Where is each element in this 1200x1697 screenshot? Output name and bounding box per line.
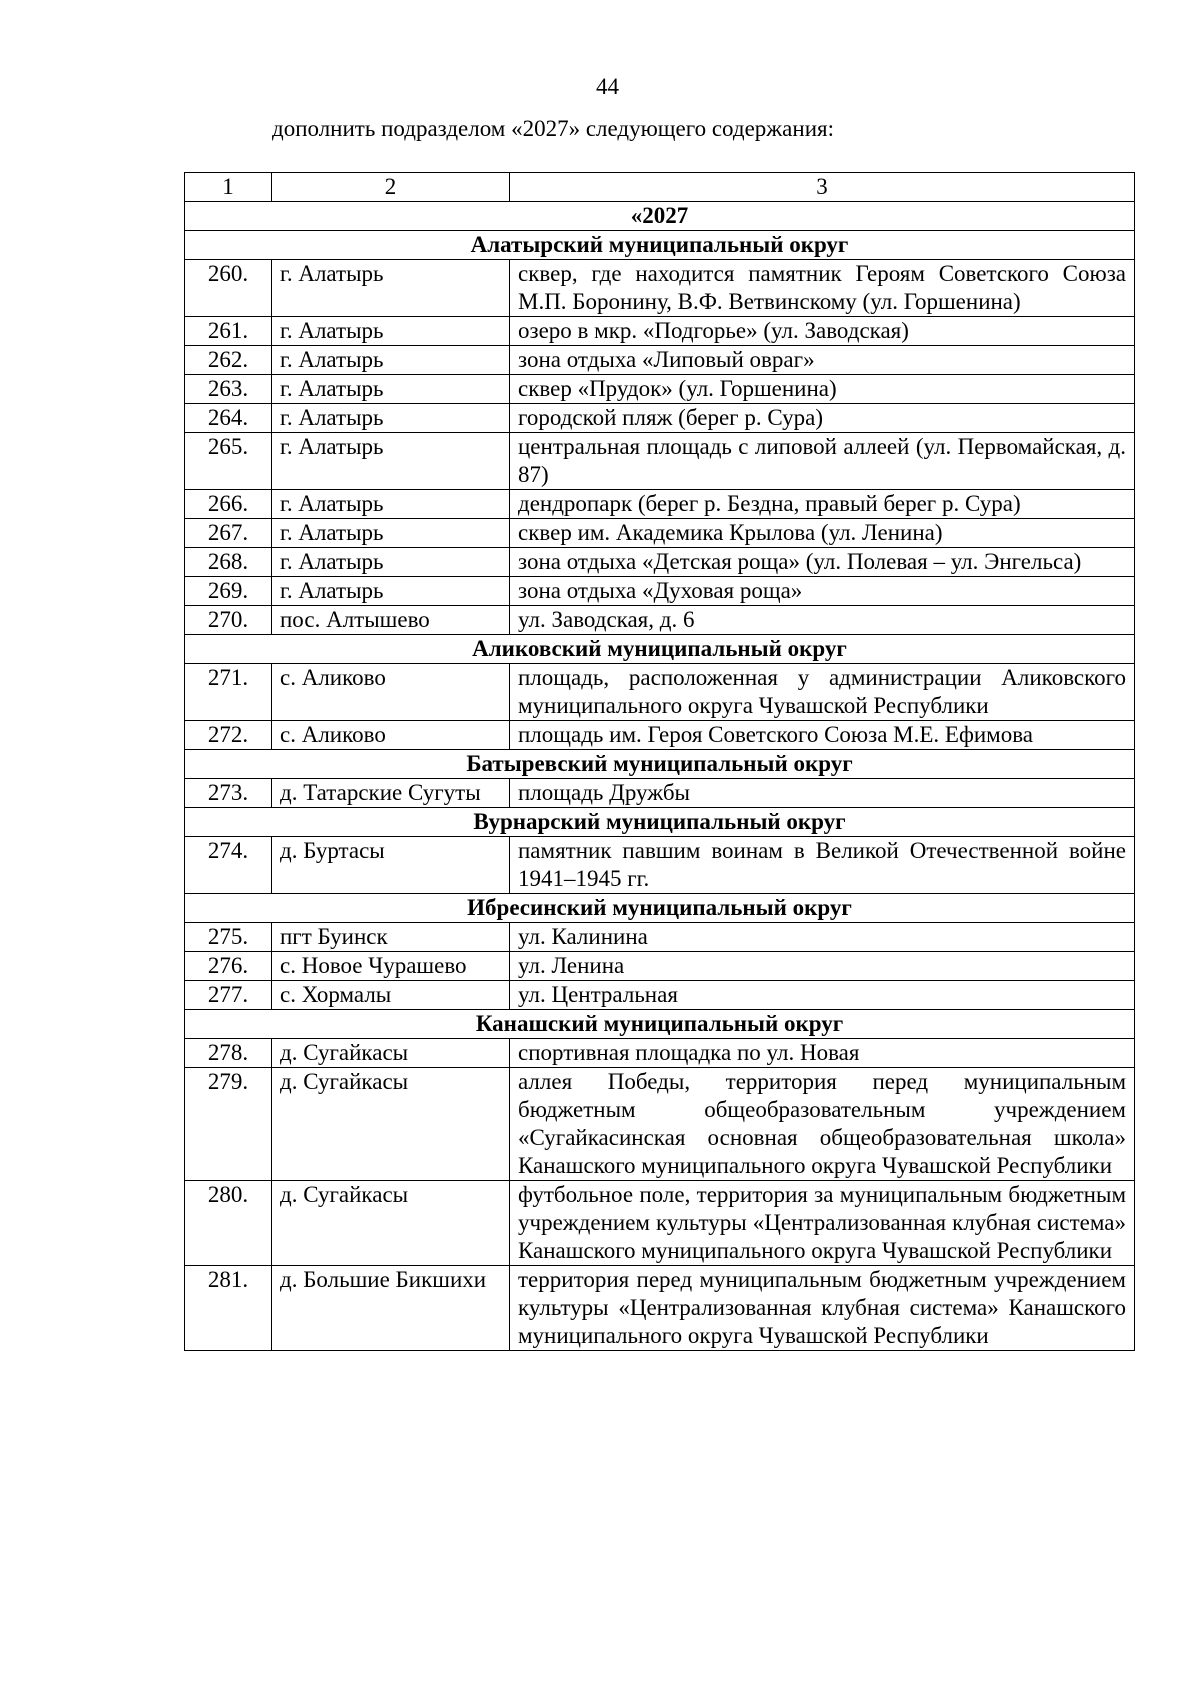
register-table-body — [185, 173, 1135, 1351]
row-number: 260. — [185, 260, 272, 317]
location-description-cell: дендропарк (берег р. Бездна, правый берег р. Сура) — [510, 490, 1135, 519]
settlement-cell: г. Алатырь — [272, 433, 510, 490]
district-header-row — [185, 808, 1135, 837]
table-row — [185, 317, 1135, 346]
column-number-2: 2 — [272, 173, 510, 202]
row-number: 271. — [185, 664, 272, 721]
row-number: 279. — [185, 1068, 272, 1181]
table-row — [185, 346, 1135, 375]
row-number: 261. — [185, 317, 272, 346]
row-number: 268. — [185, 548, 272, 577]
table-row — [185, 404, 1135, 433]
table-row — [185, 664, 1135, 721]
settlement-cell: г. Алатырь — [272, 519, 510, 548]
row-number: 275. — [185, 923, 272, 952]
settlement-cell: с. Новое Чурашево — [272, 952, 510, 981]
location-description-cell: ул. Центральная — [510, 981, 1135, 1010]
table-row — [185, 1181, 1135, 1266]
location-description-cell: зона отдыха «Детская роща» (ул. Полевая – ул. Энгельса) — [510, 548, 1135, 577]
settlement-cell: с. Аликово — [272, 721, 510, 750]
table-row — [185, 548, 1135, 577]
table-row — [185, 433, 1135, 490]
location-description-cell: аллея Победы, территория перед муниципальным бюджетным общеобразовательным учреждением «Сугайкасинская основная общеобразовательная школа» Канашского муниципального округа Чувашской Республики — [510, 1068, 1135, 1181]
column-number-1: 1 — [185, 173, 272, 202]
district-title: Батыревский муниципальный округ — [185, 750, 1135, 779]
location-description-cell: территория перед муниципальным бюджетным учреждением культуры «Централизованная клубная система» Канашского муниципального округа Чувашской Республики — [510, 1266, 1135, 1351]
location-description-cell: ул. Калинина — [510, 923, 1135, 952]
table-row — [185, 606, 1135, 635]
row-number: 274. — [185, 837, 272, 894]
settlement-cell: д. Сугайкасы — [272, 1181, 510, 1266]
location-description-cell: ул. Заводская, д. 6 — [510, 606, 1135, 635]
settlement-cell: д. Большие Бикшихи — [272, 1266, 510, 1351]
row-number: 267. — [185, 519, 272, 548]
location-description-cell: озеро в мкр. «Подгорье» (ул. Заводская) — [510, 317, 1135, 346]
column-number-row — [185, 173, 1135, 202]
district-header-row — [185, 635, 1135, 664]
settlement-cell: с. Аликово — [272, 664, 510, 721]
location-description-cell: городской пляж (берег р. Сура) — [510, 404, 1135, 433]
settlement-cell: д. Татарские Сугуты — [272, 779, 510, 808]
district-title: Алатырский муниципальный округ — [185, 231, 1135, 260]
district-title: Вурнарский муниципальный округ — [185, 808, 1135, 837]
row-number: 273. — [185, 779, 272, 808]
location-description-cell: спортивная площадка по ул. Новая — [510, 1039, 1135, 1068]
table-row — [185, 1266, 1135, 1351]
settlement-cell: г. Алатырь — [272, 317, 510, 346]
settlement-cell: г. Алатырь — [272, 490, 510, 519]
table-row — [185, 375, 1135, 404]
settlement-cell: д. Сугайкасы — [272, 1039, 510, 1068]
location-description-cell: центральная площадь с липовой аллеей (ул. Первомайская, д. 87) — [510, 433, 1135, 490]
table-row — [185, 1039, 1135, 1068]
table-row — [185, 923, 1135, 952]
row-number: 262. — [185, 346, 272, 375]
table-row — [185, 519, 1135, 548]
location-description-cell: площадь Дружбы — [510, 779, 1135, 808]
column-number-3: 3 — [510, 173, 1135, 202]
table-row — [185, 952, 1135, 981]
district-title: Ибресинский муниципальный округ — [185, 894, 1135, 923]
location-description-cell: футбольное поле, территория за муниципальным бюджетным учреждением культуры «Централизованная клубная система» Канашского муниципального округа Чувашской Республики — [510, 1181, 1135, 1266]
district-header-row — [185, 231, 1135, 260]
district-header-row — [185, 1010, 1135, 1039]
location-description-cell: площадь, расположенная у администрации Аликовского муниципального округа Чувашской Республики — [510, 664, 1135, 721]
year-row — [185, 202, 1135, 231]
settlement-cell: г. Алатырь — [272, 548, 510, 577]
location-description-cell: сквер «Прудок» (ул. Горшенина) — [510, 375, 1135, 404]
location-description-cell: зона отдыха «Духовая роща» — [510, 577, 1135, 606]
settlement-cell: г. Алатырь — [272, 577, 510, 606]
table-row — [185, 577, 1135, 606]
row-number: 277. — [185, 981, 272, 1010]
row-number: 276. — [185, 952, 272, 981]
settlement-cell: г. Алатырь — [272, 404, 510, 433]
settlement-cell: д. Сугайкасы — [272, 1068, 510, 1181]
location-description-cell: зона отдыха «Липовый овраг» — [510, 346, 1135, 375]
location-description-cell: памятник павшим воинам в Великой Отечественной войне 1941–1945 гг. — [510, 837, 1135, 894]
settlement-cell: г. Алатырь — [272, 346, 510, 375]
row-number: 265. — [185, 433, 272, 490]
row-number: 266. — [185, 490, 272, 519]
district-header-row — [185, 750, 1135, 779]
location-description-cell: сквер им. Академика Крылова (ул. Ленина) — [510, 519, 1135, 548]
row-number: 280. — [185, 1181, 272, 1266]
district-header-row — [185, 894, 1135, 923]
settlement-cell: с. Хормалы — [272, 981, 510, 1010]
location-description-cell: ул. Ленина — [510, 952, 1135, 981]
row-number: 272. — [185, 721, 272, 750]
settlement-cell: д. Буртасы — [272, 837, 510, 894]
settlement-cell: пгт Буинск — [272, 923, 510, 952]
table-row — [185, 721, 1135, 750]
table-row — [185, 1068, 1135, 1181]
row-number: 278. — [185, 1039, 272, 1068]
year-label: «2027 — [185, 202, 1135, 231]
location-description-cell: сквер, где находится памятник Героям Советского Союза М.П. Боронину, В.Ф. Ветвинскому (ул. Горшенина) — [510, 260, 1135, 317]
row-number: 270. — [185, 606, 272, 635]
settlement-cell: г. Алатырь — [272, 375, 510, 404]
table-row — [185, 981, 1135, 1010]
row-number: 281. — [185, 1266, 272, 1351]
table-row — [185, 837, 1135, 894]
row-number: 269. — [185, 577, 272, 606]
page-number: 44 — [596, 74, 619, 99]
table-row — [185, 260, 1135, 317]
settlement-cell: пос. Алтышево — [272, 606, 510, 635]
settlement-cell: г. Алатырь — [272, 260, 510, 317]
table-row — [185, 779, 1135, 808]
row-number: 264. — [185, 404, 272, 433]
location-description-cell: площадь им. Героя Советского Союза М.Е. Ефимова — [510, 721, 1135, 750]
row-number: 263. — [185, 375, 272, 404]
district-title: Канашский муниципальный округ — [185, 1010, 1135, 1039]
table-row — [185, 490, 1135, 519]
intro-text: дополнить подразделом «2027» следующего содержания: — [272, 116, 834, 141]
district-title: Аликовский муниципальный округ — [185, 635, 1135, 664]
register-table — [184, 172, 1135, 1351]
